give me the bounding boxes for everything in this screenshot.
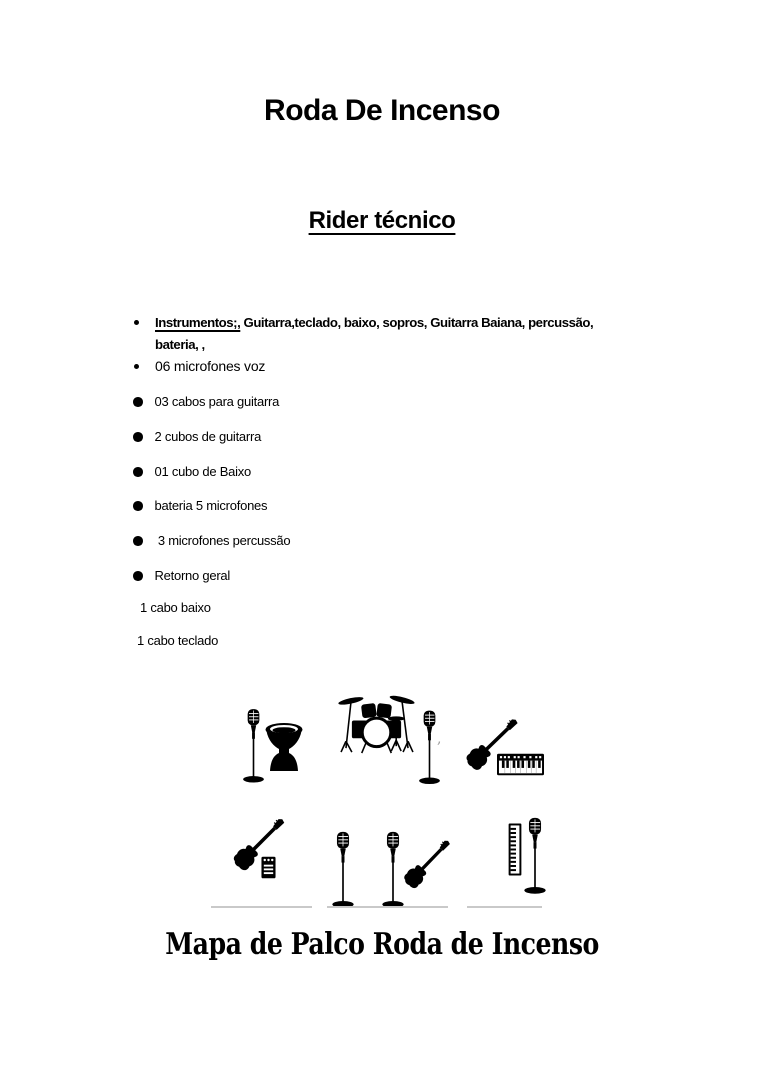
stage-floor-line: [211, 906, 312, 908]
rider-item-text: 2 cubos de guitarra: [154, 429, 262, 444]
bullet-dot: [133, 397, 143, 407]
section-heading: [0, 207, 764, 235]
bullet-dot: [133, 467, 143, 477]
mic-stand-icon: [240, 706, 267, 786]
rider-item-text: 01 cubo de Baixo: [154, 464, 251, 479]
mic-stand-icon: [329, 831, 357, 909]
rider-item-line2: bateria, ,: [155, 337, 205, 352]
stage-floor-line: [467, 906, 542, 908]
rider-item-text: bateria 5 microfones: [154, 498, 268, 513]
vertical-keyboard-icon: [508, 823, 522, 876]
mic-stand-icon: [416, 709, 443, 786]
bullet-dot: [133, 501, 143, 511]
djembe-icon: [264, 722, 304, 774]
mic-stand-icon: [379, 831, 407, 909]
rider-item-mics-voz: [134, 358, 265, 374]
section-heading-text: Rider técnico: [308, 207, 456, 234]
rider-item-text: [155, 312, 593, 356]
stage-floor-line: [327, 906, 448, 908]
bullet-dot: [133, 432, 143, 442]
bullet-dot: [134, 364, 139, 369]
electric-guitar-icon: [399, 833, 458, 893]
drum-kit-icon: [337, 692, 416, 757]
rider-item-cabos-guitarra: [133, 394, 279, 409]
effects-pedal-icon: [261, 856, 276, 879]
bullet-dot: [134, 320, 139, 325]
rider-item-retorno-geral: [133, 568, 230, 583]
rider-item-text: 06 microfones voz: [155, 358, 266, 374]
bullet-dot: [133, 536, 143, 546]
page-title: Roda De Incenso: [264, 94, 500, 127]
rider-item-cubo-baixo: [133, 464, 251, 479]
rider-item-lead: Instrumentos;,: [155, 315, 241, 330]
rider-item-cabo-baixo: 1 cabo baixo: [140, 600, 211, 615]
rider-item-cubos-guitarra: [133, 429, 261, 444]
rider-item-instruments: [134, 312, 694, 356]
rider-item-bateria-mics: [133, 498, 267, 513]
rider-item-text: 03 cabos para guitarra: [154, 394, 280, 409]
bass-guitar-icon: [228, 811, 292, 875]
stage-map-caption-text: Mapa de Palco Roda de Incenso: [165, 927, 599, 962]
stray-comma-mark: ,: [437, 731, 442, 747]
rider-item-mics-percussao: [133, 533, 290, 548]
rider-item-rest: Guitarra,teclado, baixo, sopros, Guitarra Baiana, percussão,: [240, 315, 594, 330]
bullet-dot: [133, 571, 143, 581]
rider-item-text: Retorno geral: [154, 568, 231, 583]
keyboard-icon: [497, 753, 544, 776]
rider-item-text: 3 microfones percussão: [154, 533, 291, 548]
stage-map-caption: [0, 927, 764, 962]
mic-stand-icon: [521, 817, 549, 895]
rider-item-cabo-teclado: 1 cabo teclado: [137, 633, 219, 648]
